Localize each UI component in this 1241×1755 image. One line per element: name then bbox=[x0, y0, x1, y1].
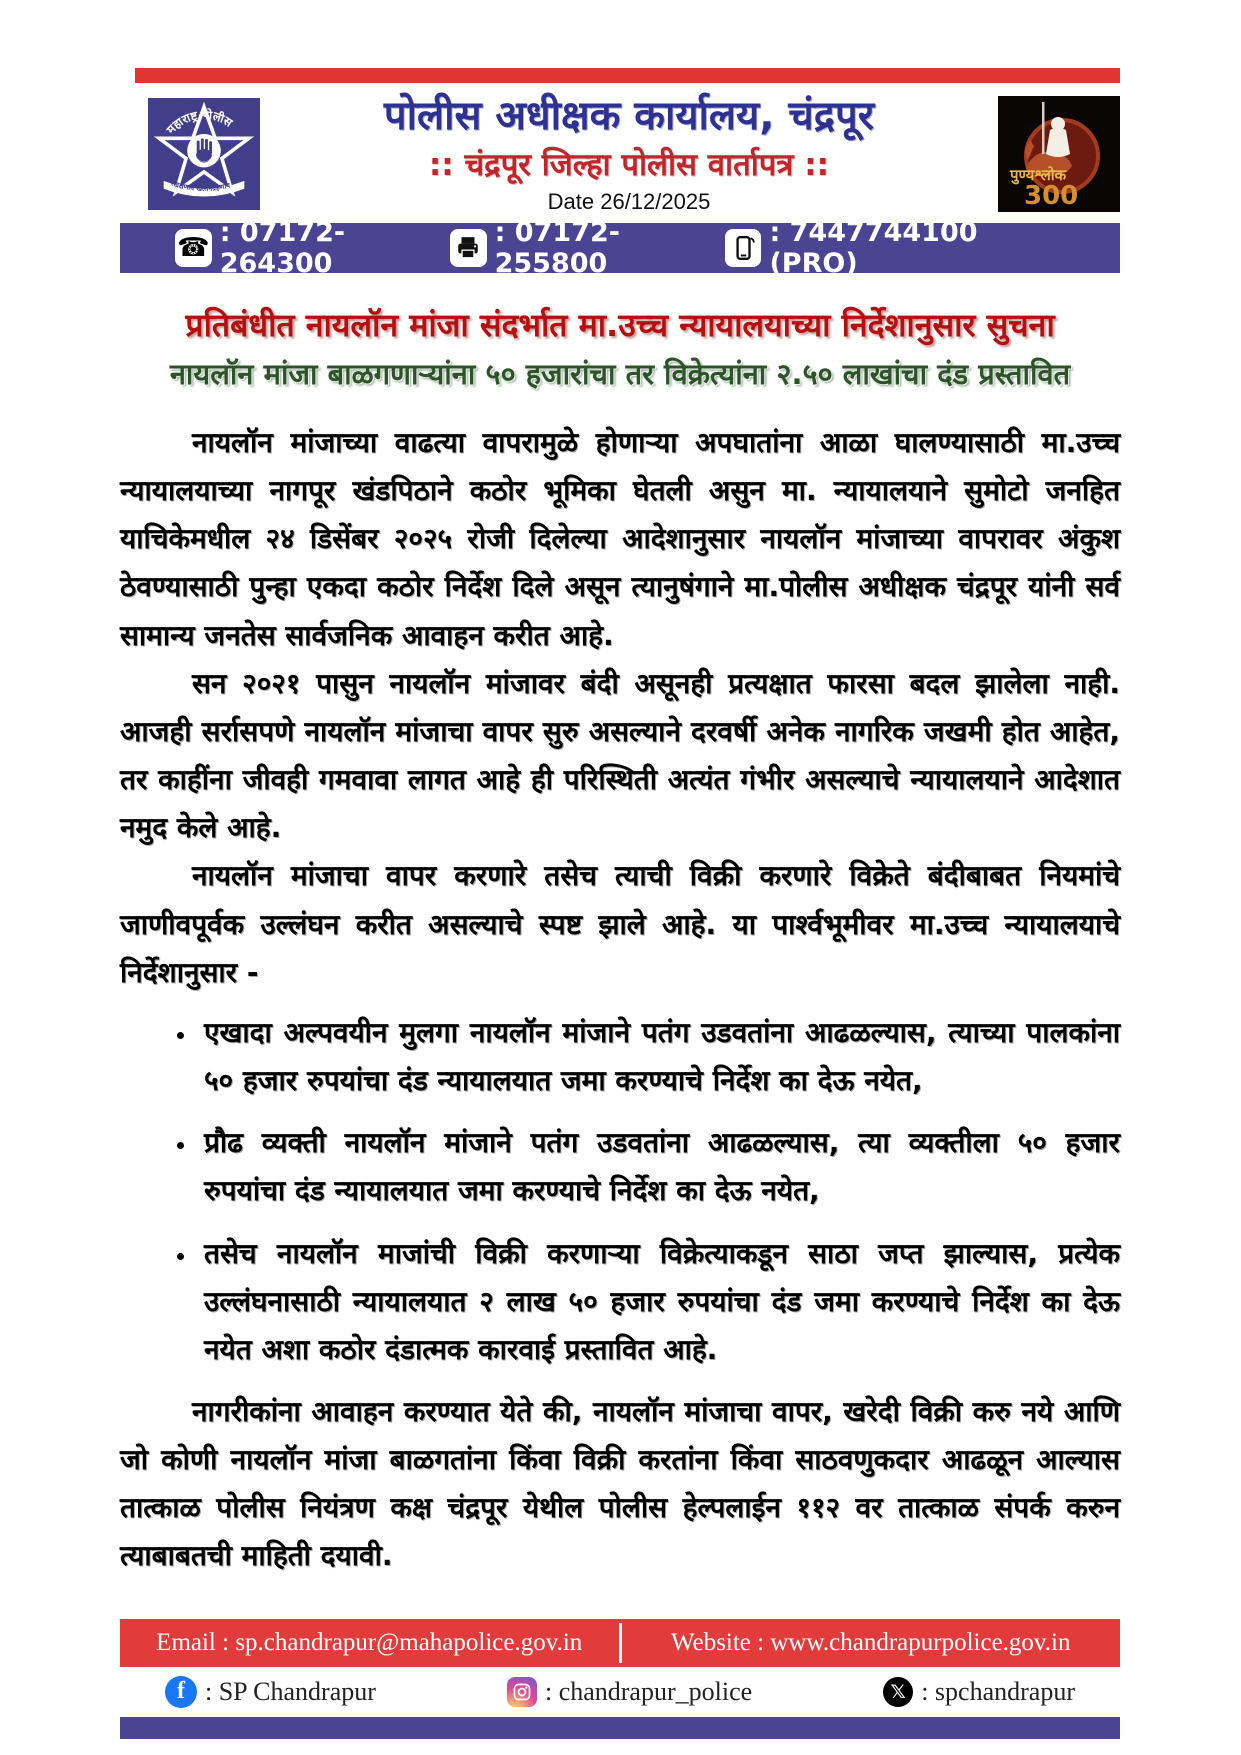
banner-image-icon bbox=[998, 96, 1120, 212]
footer-contact-bar bbox=[120, 1619, 1120, 1667]
mobile-number: : 7447744100 (PRO) bbox=[769, 217, 978, 279]
body-text bbox=[120, 419, 1120, 1581]
police-emblem-icon bbox=[148, 98, 260, 210]
page-content bbox=[120, 68, 1120, 1739]
footer-email: Email : sp.chandrapur@mahapolice.gov.in bbox=[156, 1628, 583, 1656]
mobile-contact bbox=[725, 217, 1065, 279]
contact-bar bbox=[120, 217, 1120, 279]
phone-contact bbox=[175, 217, 450, 279]
footer-website: Website : www.chandrapurpolice.gov.in bbox=[671, 1628, 1071, 1656]
headline: प्रतिबंधीत नायलॉन मांजा संदर्भात मा.उच्च न्यायालयाच्या निर्देशानुसार सुचना bbox=[185, 306, 1055, 344]
directive-list bbox=[120, 1009, 1120, 1374]
x-name: : spchandrapur bbox=[921, 1676, 1075, 1706]
punyashlok-300-banner bbox=[998, 96, 1120, 212]
header bbox=[120, 93, 1120, 215]
maharashtra-police-logo bbox=[148, 98, 260, 210]
newsletter-title: :: चंद्रपूर जिल्हा पोलीस वार्तापत्र :: bbox=[428, 147, 830, 183]
logo-top-text: महाराष्ट्र पोलीस bbox=[163, 107, 236, 137]
instagram-icon bbox=[507, 1677, 537, 1707]
paragraph-3: नायलॉन मांजाचा वापर करणारे तसेच त्याची विक्री करणारे विक्रेते बंदीबाबत नियमांचे जाणीवपूर्वक उल्लंघन करीत असल्याचे स्पष्ट झाले आहे. या पार्श्वभूमीवर मा.उच्च न्यायालयाचे निर्देशानुसार - bbox=[120, 859, 1120, 989]
subheadline: नायलॉन मांजा बाळगणाऱ्यांना ५० हजारांचा तर विक्रेत्यांना २.५० लाखांचा दंड प्रस्तावित bbox=[169, 357, 1071, 391]
top-red-bar bbox=[135, 68, 1120, 83]
header-titles bbox=[260, 93, 998, 215]
x-icon: 𝕏 bbox=[883, 1677, 913, 1707]
instagram-name: : chandrapur_police bbox=[544, 1676, 753, 1706]
phone-number: : 07172-264300 bbox=[219, 217, 346, 279]
list-item: • तसेच नायलॉन माजांची विक्री करणाऱ्या विक्रेत्याकडून साठा जप्त झाल्यास, प्रत्येक उल्लंघनासाठी न्यायालयात २ लाख ५० हजार रुपयांचा दंड जमा करण्याचे निर्देश का देऊ नयेत अशा कठोर दंडात्मक कारवाई प्रस्तावित आहे. bbox=[198, 1230, 1120, 1374]
closing-paragraph: नागरीकांना आवाहन करण्यात येते की, नायलॉन मांजाचा वापर, खरेदी विक्री करु नये आणि जो कोणी नायलॉन मांजा बाळगतांना किंवा विक्री करतांना किंवा साठवणुकदार आढळून आल्यास तात्काळ पोलीस नियंत्रण कक्ष चंद्रपूर येथील पोलीस हेल्पलाईन ११२ वर तात्काळ संपर्क करुन त्याबाबतची माहिती दयावी. bbox=[120, 1394, 1120, 1573]
fax-contact bbox=[450, 217, 725, 279]
social-media-row bbox=[120, 1667, 1120, 1717]
fax-icon bbox=[450, 229, 487, 267]
facebook-icon: f bbox=[165, 1676, 197, 1708]
fax-number: : 07172-255800 bbox=[494, 217, 620, 279]
facebook-name: : SP Chandrapur bbox=[205, 1676, 376, 1706]
telephone-icon: ☎ bbox=[175, 229, 212, 267]
facebook-handle bbox=[165, 1676, 376, 1708]
bottom-purple-bar bbox=[120, 1717, 1120, 1739]
date-line: Date 26/12/2025 bbox=[547, 189, 711, 214]
instagram-handle bbox=[507, 1677, 752, 1707]
list-item: • एखादा अल्पवयीन मुलगा नायलॉन मांजाने पतंग उडवतांना आढळल्यास, त्याच्या पालकांना ५० हजार रुपयांचा दंड न्यायालयात जमा करण्याचे निर्देश का देऊ नयेत, bbox=[198, 1009, 1120, 1105]
org-title: पोलीस अधीक्षक कार्यालय, चंद्रपूर bbox=[383, 93, 875, 139]
x-handle bbox=[883, 1677, 1075, 1707]
banner-title: पुण्यश्लोक bbox=[1010, 166, 1067, 184]
paragraph-1: नायलॉन मांजाच्या वाढत्या वापरामुळे होणाऱ्या अपघातांना आळा घालण्यासाठी मा.उच्च न्यायालयाच्या नागपूर खंडपिठाने कठोर भूमिका घेतली असुन मा. न्यायालयाने सुमोटो जनहित याचिकेमधील २४ डिसेंबर २०२५ रोजी दिलेल्या आदेशानुसार नायलॉन मांजाच्या वापरावर अंकुश ठेवण्यासाठी पुन्हा एकदा कठोर निर्देश दिले असून त्यानुषंगाने मा.पोलीस अधीक्षक चंद्रपूर यांनी सर्व सामान्य जनतेस सार्वजनिक आवाहन करीत आहे. bbox=[120, 426, 1120, 652]
list-item: • प्रौढ व्यक्ती नायलॉन मांजाने पतंग उडवतांना आढळल्यास, त्या व्यक्तीला ५० हजार रुपयांचा दंड न्यायालयात जमा करण्याचे निर्देश का देऊ नयेत, bbox=[198, 1119, 1120, 1215]
logo-bottom-text: सद्रक्षणाय खलनिग्रहणाय bbox=[169, 179, 231, 193]
paragraph-2: सन २०२१ पासुन नायलॉन मांजावर बंदी असूनही प्रत्यक्षात फारसा बदल झालेला नाही. आजही सर्रासपणे नायलॉन मांजाचा वापर सुरु असल्याने दरवर्षी अनेक नागरिक जखमी होत आहेत, तर काहींना जीवही गमवावा लागत आहे ही परिस्थिती अत्यंत गंभीर असल्याचे न्यायालयाने आदेशात नमुद केले आहे. bbox=[120, 666, 1120, 845]
banner-number: 300 bbox=[1024, 181, 1079, 211]
mobile-phone-icon bbox=[725, 229, 762, 267]
